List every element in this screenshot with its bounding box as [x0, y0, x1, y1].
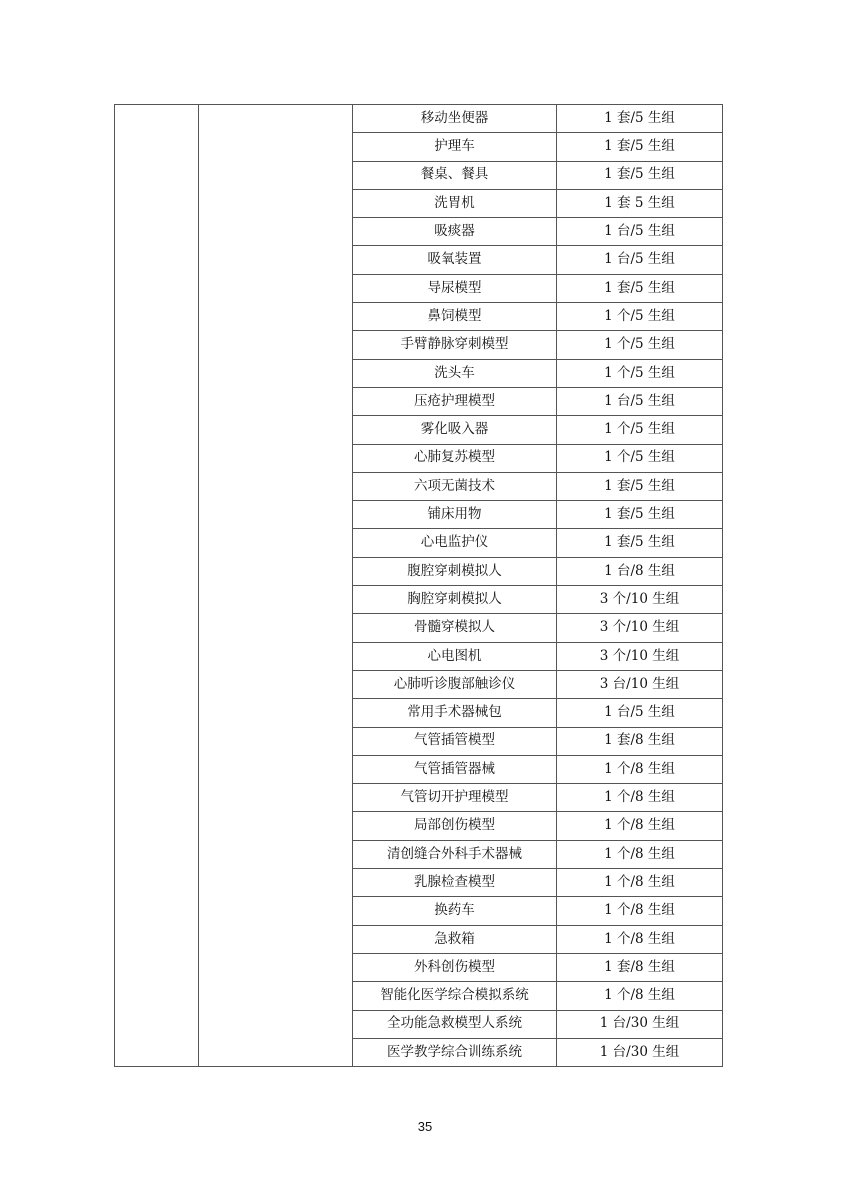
- equipment-table: [114, 104, 723, 1067]
- equipment-quantity-cell: 1 个/5 生组: [557, 303, 723, 331]
- equipment-quantity-cell: 1 个/8 生组: [557, 982, 723, 1010]
- equipment-name-cell: 心肺复苏模型: [353, 444, 557, 472]
- equipment-quantity-cell: 1 个/8 生组: [557, 925, 723, 953]
- equipment-name-cell: 气管插管模型: [353, 727, 557, 755]
- equipment-name-cell: 气管切开护理模型: [353, 784, 557, 812]
- equipment-quantity-cell: 1 个/5 生组: [557, 416, 723, 444]
- equipment-quantity-cell: 3 台/10 生组: [557, 670, 723, 698]
- equipment-name-cell: 医学教学综合训练系统: [353, 1038, 557, 1066]
- equipment-name-cell: 清创缝合外科手术器械: [353, 840, 557, 868]
- equipment-quantity-cell: 1 台/30 生组: [557, 1038, 723, 1066]
- equipment-name-cell: 胸腔穿刺模拟人: [353, 586, 557, 614]
- equipment-quantity-cell: 1 套/5 生组: [557, 529, 723, 557]
- category-cell: [115, 105, 199, 1067]
- equipment-name-cell: 鼻饲模型: [353, 303, 557, 331]
- equipment-name-cell: 心肺听诊腹部触诊仪: [353, 670, 557, 698]
- equipment-quantity-cell: 1 个/8 生组: [557, 755, 723, 783]
- equipment-quantity-cell: 1 台/5 生组: [557, 218, 723, 246]
- page-number: 35: [417, 1119, 433, 1134]
- equipment-name-cell: 手臂静脉穿刺模型: [353, 331, 557, 359]
- equipment-quantity-cell: 3 个/10 生组: [557, 642, 723, 670]
- equipment-quantity-cell: 1 个/5 生组: [557, 359, 723, 387]
- equipment-quantity-cell: 3 个/10 生组: [557, 614, 723, 642]
- equipment-name-cell: 骨髓穿模拟人: [353, 614, 557, 642]
- equipment-name-cell: 导尿模型: [353, 274, 557, 302]
- equipment-quantity-cell: 1 套/5 生组: [557, 161, 723, 189]
- equipment-name-cell: 雾化吸入器: [353, 416, 557, 444]
- equipment-name-cell: 腹腔穿刺模拟人: [353, 557, 557, 585]
- equipment-name-cell: 局部创伤模型: [353, 812, 557, 840]
- equipment-quantity-cell: 1 个/8 生组: [557, 812, 723, 840]
- equipment-quantity-cell: 1 个/5 生组: [557, 331, 723, 359]
- equipment-name-cell: 铺床用物: [353, 501, 557, 529]
- equipment-name-cell: 气管插管器械: [353, 755, 557, 783]
- equipment-quantity-cell: 1 套/5 生组: [557, 501, 723, 529]
- subcategory-cell: [199, 105, 353, 1067]
- table-row: [115, 105, 723, 133]
- equipment-name-cell: 压疮护理模型: [353, 387, 557, 415]
- equipment-quantity-cell: 3 个/10 生组: [557, 586, 723, 614]
- equipment-name-cell: 护理车: [353, 133, 557, 161]
- equipment-quantity-cell: 1 套/8 生组: [557, 727, 723, 755]
- equipment-name-cell: 急救箱: [353, 925, 557, 953]
- equipment-quantity-cell: 1 台/5 生组: [557, 246, 723, 274]
- equipment-quantity-cell: 1 个/8 生组: [557, 897, 723, 925]
- equipment-quantity-cell: 1 套/5 生组: [557, 472, 723, 500]
- equipment-name-cell: 吸痰器: [353, 218, 557, 246]
- equipment-name-cell: 洗头车: [353, 359, 557, 387]
- equipment-name-cell: 全功能急救模型人系统: [353, 1010, 557, 1038]
- equipment-quantity-cell: 1 台/8 生组: [557, 557, 723, 585]
- equipment-quantity-cell: 1 台/5 生组: [557, 699, 723, 727]
- equipment-quantity-cell: 1 台/30 生组: [557, 1010, 723, 1038]
- equipment-name-cell: 心电监护仪: [353, 529, 557, 557]
- equipment-quantity-cell: 1 个/8 生组: [557, 869, 723, 897]
- equipment-name-cell: 心电图机: [353, 642, 557, 670]
- equipment-quantity-cell: 1 套/8 生组: [557, 953, 723, 981]
- equipment-name-cell: 外科创伤模型: [353, 953, 557, 981]
- equipment-quantity-cell: 1 套/5 生组: [557, 105, 723, 133]
- equipment-name-cell: 吸氧装置: [353, 246, 557, 274]
- equipment-name-cell: 移动坐便器: [353, 105, 557, 133]
- equipment-quantity-cell: 1 台/5 生组: [557, 387, 723, 415]
- equipment-table-body: [115, 105, 723, 1067]
- equipment-quantity-cell: 1 套/5 生组: [557, 133, 723, 161]
- equipment-name-cell: 换药车: [353, 897, 557, 925]
- equipment-quantity-cell: 1 套/5 生组: [557, 274, 723, 302]
- equipment-quantity-cell: 1 套 5 生组: [557, 189, 723, 217]
- equipment-quantity-cell: 1 个/8 生组: [557, 784, 723, 812]
- equipment-quantity-cell: 1 个/5 生组: [557, 444, 723, 472]
- equipment-name-cell: 乳腺检查模型: [353, 869, 557, 897]
- equipment-name-cell: 智能化医学综合模拟系统: [353, 982, 557, 1010]
- equipment-name-cell: 六项无菌技术: [353, 472, 557, 500]
- equipment-name-cell: 洗胃机: [353, 189, 557, 217]
- equipment-name-cell: 常用手术器械包: [353, 699, 557, 727]
- equipment-name-cell: 餐桌、餐具: [353, 161, 557, 189]
- equipment-quantity-cell: 1 个/8 生组: [557, 840, 723, 868]
